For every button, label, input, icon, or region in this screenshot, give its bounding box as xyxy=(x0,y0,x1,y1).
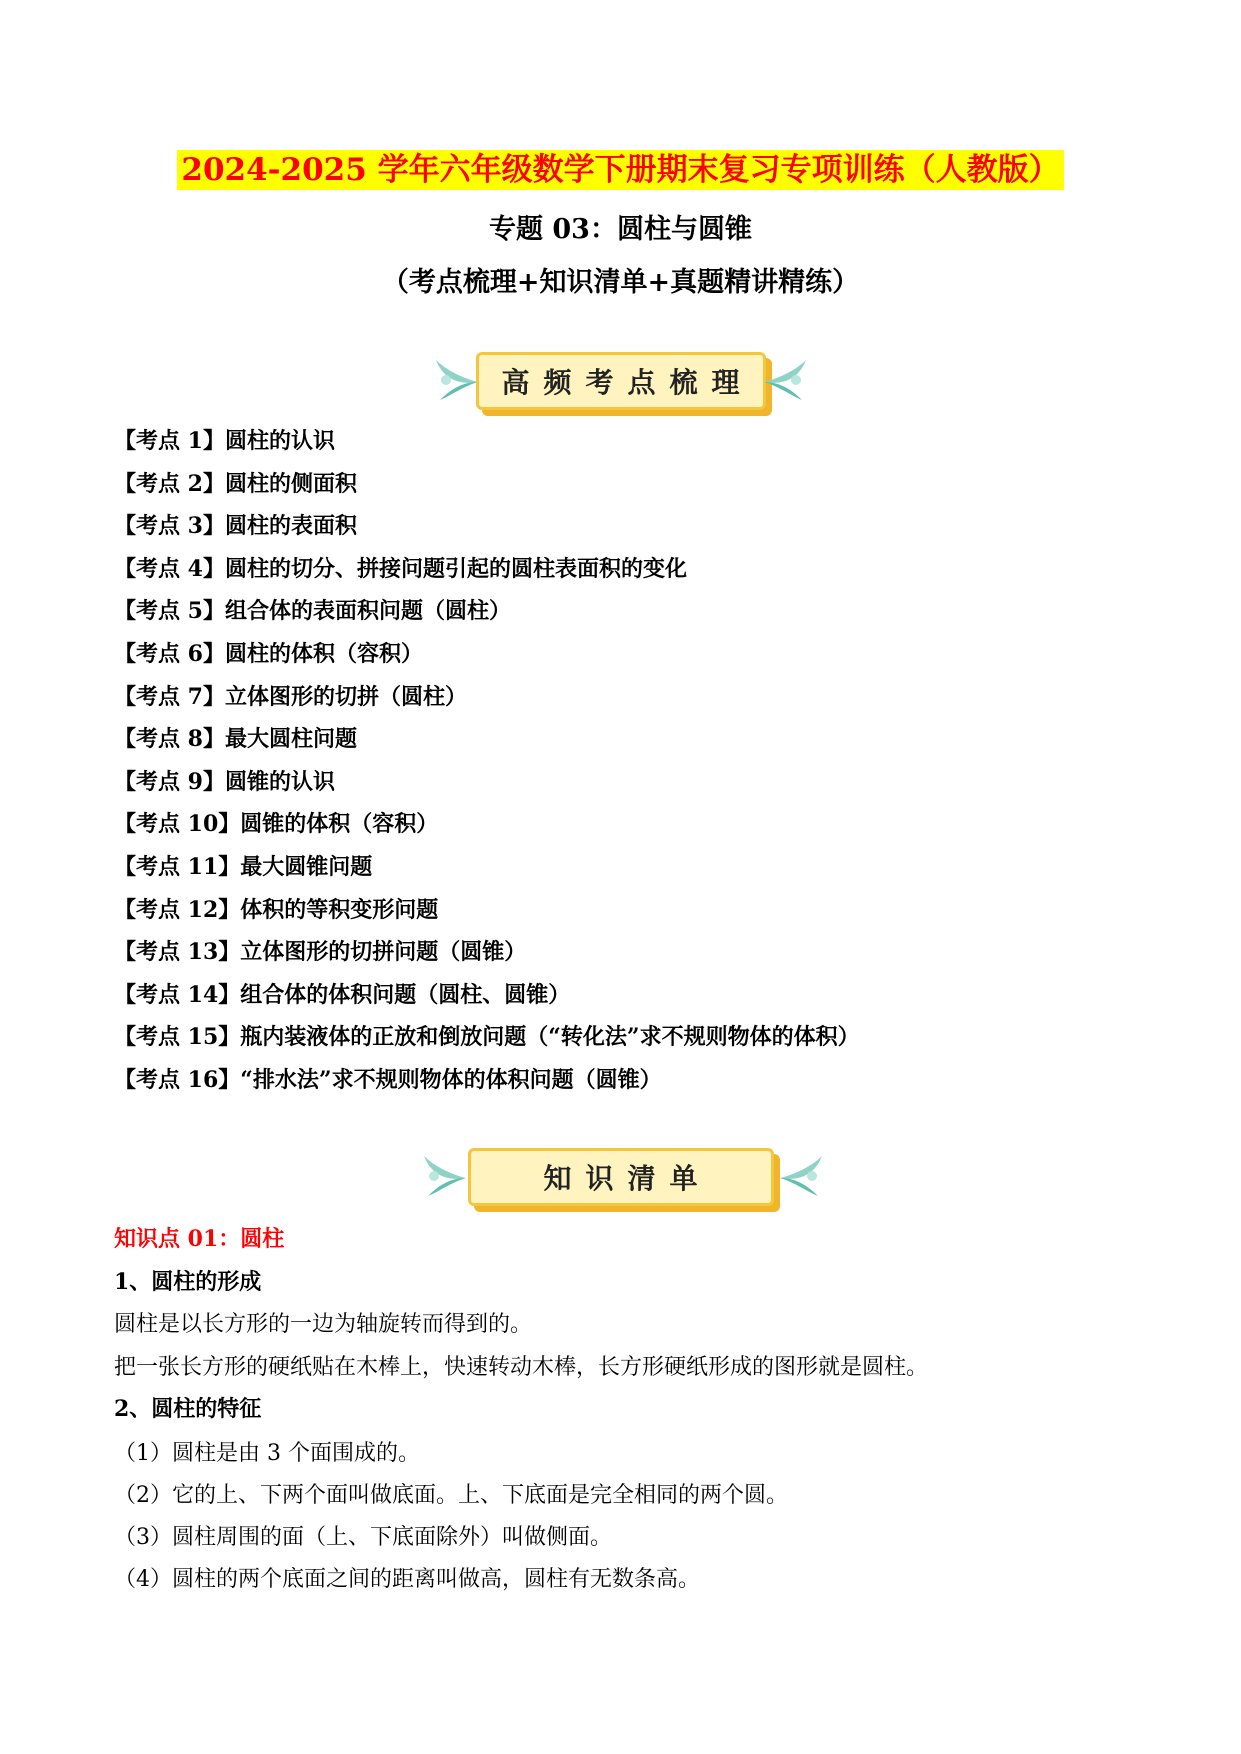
document-title: 2024-2025 学年六年级数学下册期末复习专项训练（人教版） xyxy=(177,150,1063,190)
list-item: 【考点 16】“排水法”求不规则物体的体积问题（圆锥） xyxy=(114,1066,662,1093)
list-item: 【考点 13】立体图形的切拼问题（圆锥） xyxy=(114,939,527,966)
list-item: （4）圆柱的两个底面之间的距离叫做高，圆柱有无数条高。 xyxy=(114,1567,700,1592)
list-item: 【考点 9】圆锥的认识 xyxy=(114,768,335,795)
list-item: 【考点 10】圆锥的体积（容积） xyxy=(114,811,439,838)
banner-high-frequency xyxy=(0,352,1241,416)
list-item: 【考点 5】组合体的表面积问题（圆柱） xyxy=(114,598,511,625)
kaodian-list xyxy=(114,420,860,1102)
list-item: （1）圆柱是由 3 个面围成的。 xyxy=(114,1441,420,1466)
leaf-icon xyxy=(420,1152,470,1198)
list-item: 【考点 11】最大圆锥问题 xyxy=(114,853,373,880)
list-item: 【考点 8】最大圆柱问题 xyxy=(114,726,357,753)
paragraph: 圆柱是以长方形的一边为轴旋转而得到的。 xyxy=(114,1312,533,1337)
list-item: 【考点 1】圆柱的认识 xyxy=(114,428,335,454)
topic-subtitle: 专题 03：圆柱与圆锥 xyxy=(489,214,752,245)
banner-knowledge-list xyxy=(0,1148,1241,1212)
leaf-icon xyxy=(432,356,482,402)
list-item: 【考点 14】组合体的体积问题（圆柱、圆锥） xyxy=(114,981,571,1008)
list-item: 【考点 7】立体图形的切拼（圆柱） xyxy=(114,683,467,710)
list-item: 【考点 6】圆柱的体积（容积） xyxy=(114,640,423,667)
knowledge-heading: 知识点 01：圆柱 xyxy=(114,1226,285,1252)
banner-box xyxy=(476,352,766,410)
section-title: 1、圆柱的形成 xyxy=(114,1269,262,1295)
list-item: （3）圆柱周围的面（上、下底面除外）叫做侧面。 xyxy=(114,1525,612,1550)
banner-label: 知识清单 xyxy=(543,1162,712,1195)
banner-label: 高频考点梳理 xyxy=(501,366,754,399)
list-item: 【考点 12】体积的等积变形问题 xyxy=(114,896,439,923)
topic-subtitle-detail: （考点梳理+知识清单+真题精讲精练） xyxy=(381,267,860,298)
leaf-icon xyxy=(776,1152,826,1198)
list-item: 【考点 2】圆柱的侧面积 xyxy=(114,470,357,497)
banner-box xyxy=(468,1148,774,1206)
list-item: 【考点 4】圆柱的切分、拼接问题引起的圆柱表面积的变化 xyxy=(114,555,687,582)
list-item: 【考点 3】圆柱的表面积 xyxy=(114,513,357,540)
leaf-icon xyxy=(760,356,810,402)
section-title: 2、圆柱的特征 xyxy=(114,1396,262,1422)
paragraph: 把一张长方形的硬纸贴在木棒上，快速转动木棒，长方形硬纸形成的图形就是圆柱。 xyxy=(114,1355,929,1380)
list-item: （2）它的上、下两个面叫做底面。上、下底面是完全相同的两个圆。 xyxy=(114,1483,788,1508)
list-item: 【考点 15】瓶内装液体的正放和倒放问题（“转化法”求不规则物体的体积） xyxy=(114,1024,860,1051)
title-row xyxy=(0,150,1241,190)
